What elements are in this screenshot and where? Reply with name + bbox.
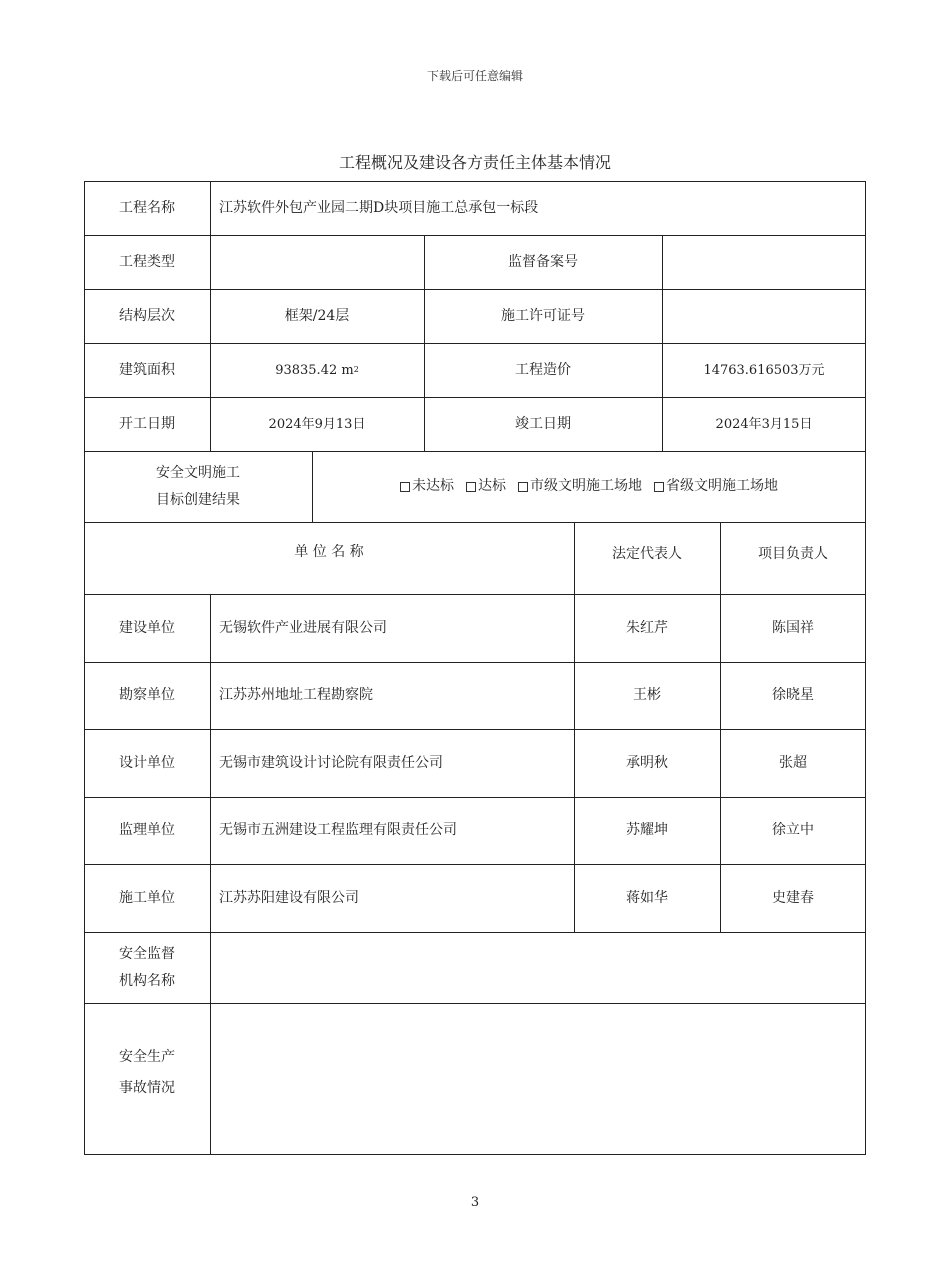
structure-label: 结构层次 xyxy=(119,307,175,324)
option-label: 省级文明施工场地 xyxy=(666,478,778,494)
unit-project-lead: 史建春 xyxy=(772,889,814,906)
checkbox-icon xyxy=(518,482,528,492)
unit-project-lead: 徐晓星 xyxy=(772,687,814,703)
project-type-value xyxy=(210,235,424,289)
safety-goal-label xyxy=(84,451,312,522)
accidents-label-line2: 事故情况 xyxy=(119,1080,175,1096)
project-type-label: 工程类型 xyxy=(119,253,175,270)
safety-goal-options xyxy=(312,451,866,522)
cost-value: 14763.616503万元 xyxy=(703,362,825,378)
unit-name-header: 单 位 名 称 xyxy=(294,543,364,560)
supervision-record-label: 监督备案号 xyxy=(508,253,578,270)
unit-project-lead: 张超 xyxy=(779,754,807,771)
page-title: 工程概况及建设各方责任主体基本情况 xyxy=(338,153,611,172)
unit-legal-rep: 苏耀坤 xyxy=(626,822,668,838)
unit-legal-rep: 蒋如华 xyxy=(626,889,668,906)
supervision-record-value xyxy=(662,235,866,289)
unit-role: 设计单位 xyxy=(119,754,175,771)
checkbox-icon xyxy=(654,482,664,492)
project-name-value: 江苏软件外包产业园二期D块项目施工总承包一标段 xyxy=(219,199,539,216)
unit-legal-rep: 王彬 xyxy=(633,687,661,703)
unit-name: 江苏苏阳建设有限公司 xyxy=(219,889,359,906)
unit-role: 监理单位 xyxy=(119,822,175,838)
option-label: 市级文明施工场地 xyxy=(530,478,642,494)
cost-label: 工程造价 xyxy=(515,361,571,378)
unit-name: 无锡市建筑设计讨论院有限责任公司 xyxy=(219,754,443,771)
option-met[interactable] xyxy=(466,473,506,500)
area-label: 建筑面积 xyxy=(119,361,175,378)
end-date-label: 竣工日期 xyxy=(515,415,571,432)
structure-value: 框架/24层 xyxy=(284,307,350,324)
unit-role: 建设单位 xyxy=(119,619,175,636)
project-name-label: 工程名称 xyxy=(119,199,175,216)
unit-role: 勘察单位 xyxy=(119,687,175,703)
accidents-label xyxy=(84,1003,210,1155)
unit-role: 施工单位 xyxy=(119,889,175,906)
option-label: 未达标 xyxy=(412,478,454,494)
area-number: 93835.42 m xyxy=(275,362,354,378)
page-number: 3 xyxy=(470,1195,480,1210)
safety-agency-label xyxy=(84,932,210,1003)
accidents-label-line1: 安全生产 xyxy=(119,1049,175,1065)
start-date-label: 开工日期 xyxy=(119,415,175,432)
checkbox-icon xyxy=(400,482,410,492)
safety-agency-value xyxy=(210,932,866,1003)
area-value: 93835.42 m 2 xyxy=(210,343,424,397)
unit-project-lead: 徐立中 xyxy=(772,822,814,838)
end-date-value: 2024年3月15日 xyxy=(715,416,813,432)
project-lead-header: 项目负责人 xyxy=(758,545,828,562)
safety-agency-label-line2: 机构名称 xyxy=(119,972,175,989)
header-note: 下载后可任意编辑 xyxy=(426,69,523,83)
option-label: 达标 xyxy=(478,478,506,494)
option-not-met[interactable] xyxy=(400,473,454,500)
unit-name: 无锡软件产业进展有限公司 xyxy=(219,619,387,636)
permit-label: 施工许可证号 xyxy=(501,307,585,324)
safety-goal-label-line2: 目标创建结果 xyxy=(156,491,240,508)
option-province-level[interactable] xyxy=(654,473,778,500)
safety-agency-label-line1: 安全监督 xyxy=(119,945,175,962)
start-date-value: 2024年9月13日 xyxy=(268,416,366,432)
unit-project-lead: 陈国祥 xyxy=(772,619,814,636)
unit-legal-rep: 承明秋 xyxy=(626,754,668,771)
accidents-value xyxy=(210,1003,866,1155)
permit-value xyxy=(662,289,866,343)
unit-name: 无锡市五洲建设工程监理有限责任公司 xyxy=(219,822,457,838)
checkbox-icon xyxy=(466,482,476,492)
unit-legal-rep: 朱红芹 xyxy=(626,619,668,636)
option-city-level[interactable] xyxy=(518,473,642,500)
safety-goal-label-line1: 安全文明施工 xyxy=(156,464,240,481)
legal-rep-header: 法定代表人 xyxy=(612,545,682,562)
unit-name: 江苏苏州地址工程勘察院 xyxy=(219,687,373,703)
